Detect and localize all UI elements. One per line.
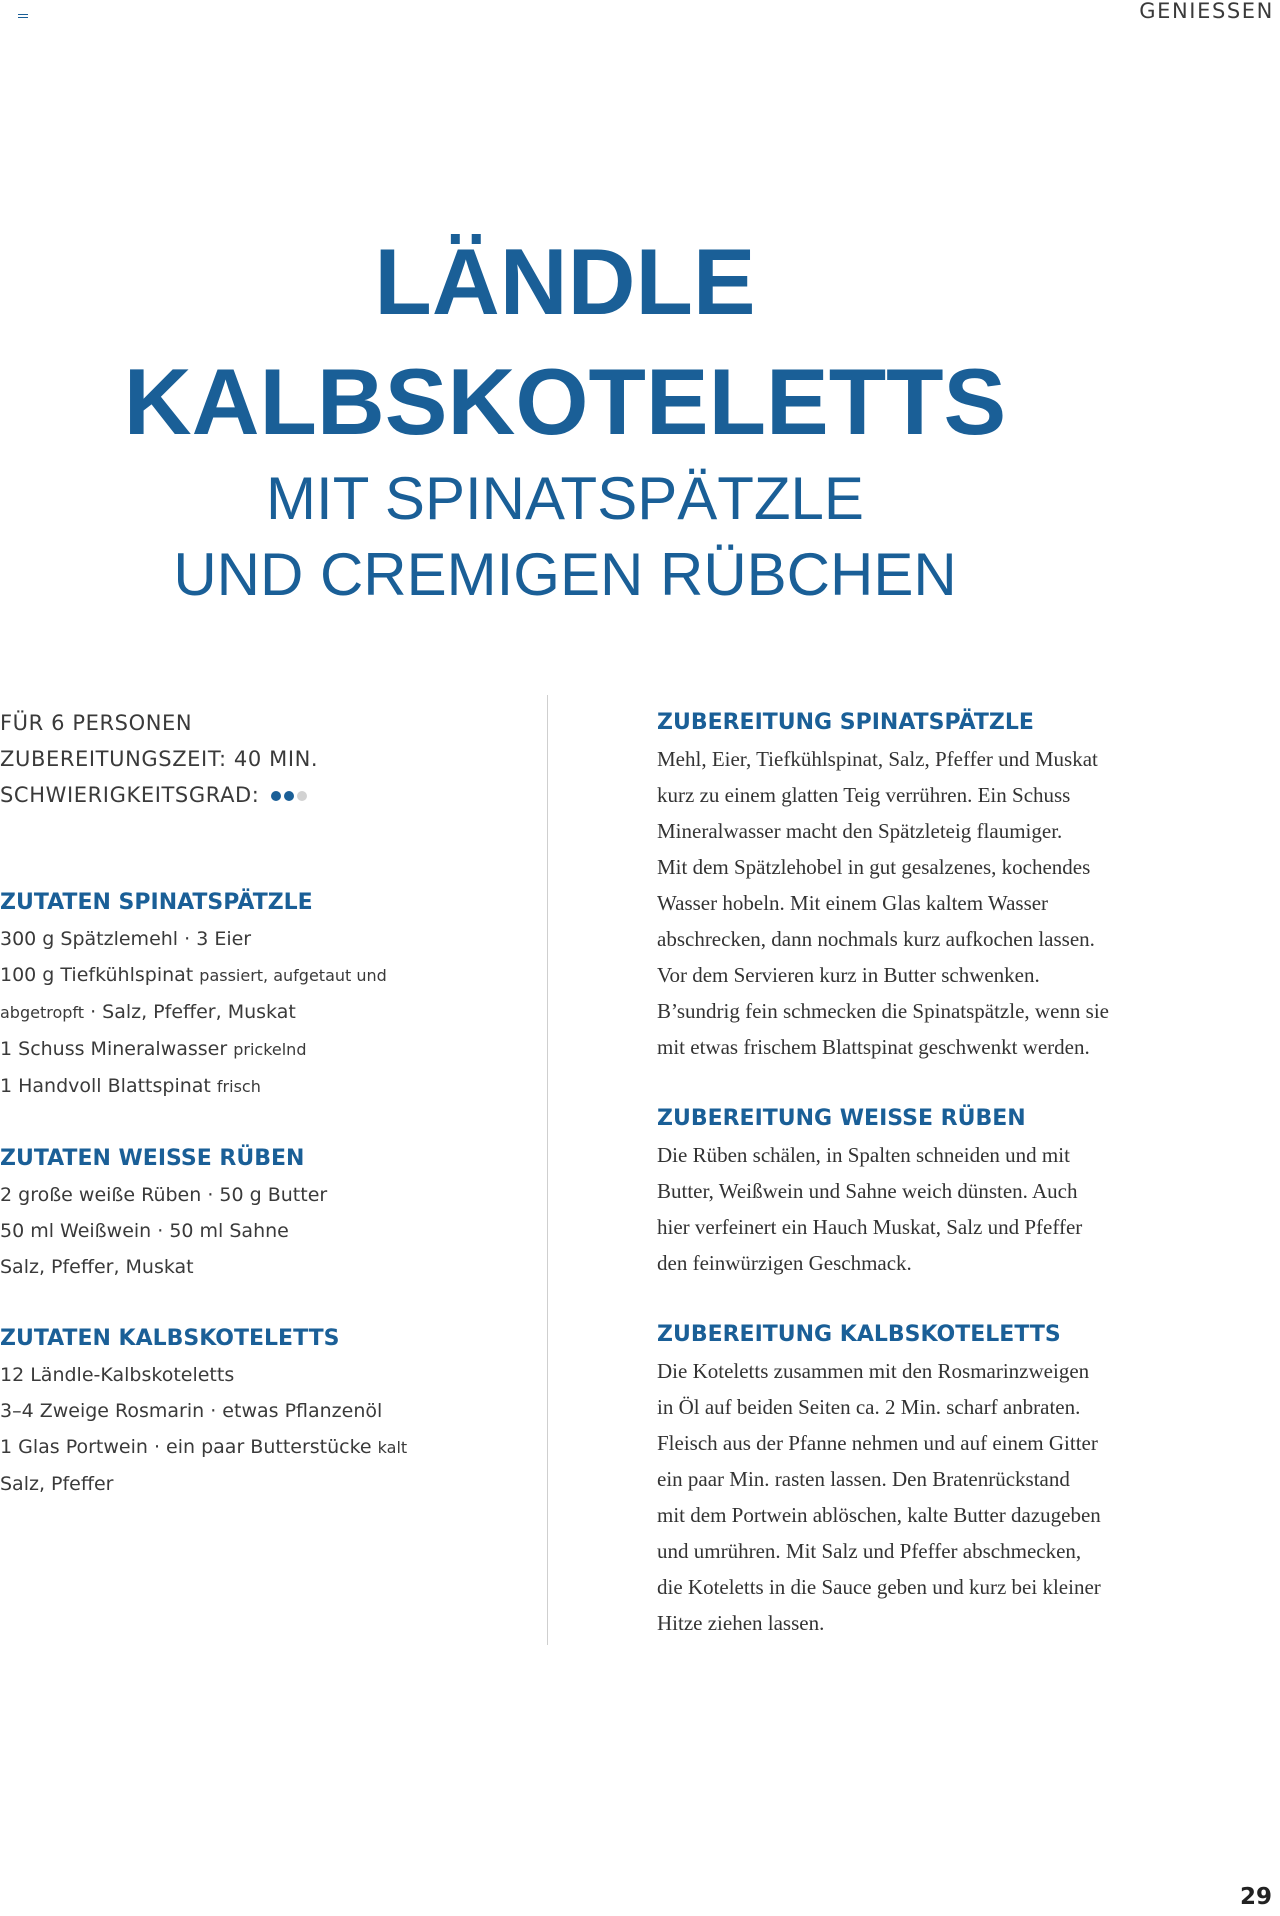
ingredients-rueben [0, 1141, 540, 1285]
preparation-rueben-heading: ZUBEREITUNG WEISSE RÜBEN [657, 1106, 1026, 1131]
preparation-spaetzle-heading: ZUBEREITUNG SPINATSPÄTZLE [657, 710, 1034, 735]
preparation-line: B’sundrig fein schmecken die Spinatspätzle, wenn sie [657, 999, 1109, 1023]
ingredient-line [0, 1068, 540, 1105]
preparation-line: und umrühren. Mit Salz und Pfeffer abschmecken, [657, 1539, 1082, 1563]
difficulty-rating [271, 791, 307, 801]
ingredient-line [0, 957, 540, 994]
preparation-line: ein paar Min. rasten lassen. Den Bratenrückstand [657, 1467, 1070, 1491]
preparation-line: Wasser hobeln. Mit einem Glas kaltem Wasser [657, 891, 1049, 915]
preparation-koteletts-text [657, 1353, 1217, 1641]
preparation-line: mit etwas frischem Blattspinat geschwenkt werden. [657, 1035, 1090, 1059]
ingredient-text: 1 Schuss Mineralwasser [0, 1038, 234, 1060]
prep-time: ZUBEREITUNGSZEIT: 40 MIN. [0, 747, 319, 771]
difficulty-dot-filled [271, 791, 281, 801]
preparation-line: Mineralwasser macht den Spätzleteig flaumiger. [657, 819, 1063, 843]
difficulty [0, 777, 540, 813]
preparation-rueben-text [657, 1137, 1217, 1281]
corner-mark [18, 14, 28, 22]
difficulty-label: SCHWIERIGKEITSGRAD: [0, 783, 260, 807]
ingredient-text: 1 Handvoll Blattspinat [0, 1075, 217, 1097]
title-line-2: KALBSKOTELETTS [123, 349, 1007, 454]
column-divider [547, 695, 548, 1645]
preparation-line: mit dem Portwein ablöschen, kalte Butter dazugeben [657, 1503, 1101, 1527]
section-label: GENIESSEN [1139, 0, 1274, 23]
preparation-line: Die Koteletts zusammen mit den Rosmarinzweigen [657, 1359, 1090, 1383]
servings: FÜR 6 PERSONEN [0, 711, 193, 735]
ingredient-line [0, 994, 540, 1031]
ingredients-spaetzle-heading: ZUTATEN SPINATSPÄTZLE [0, 890, 313, 915]
preparation-koteletts-heading: ZUBEREITUNG KALBSKOTELETTS [657, 1322, 1061, 1347]
ingredient-note: prickelnd [233, 1040, 307, 1059]
page-number: 29 [1239, 1884, 1272, 1910]
ingredients-rueben-heading: ZUTATEN WEISSE RÜBEN [0, 1146, 305, 1171]
preparation-koteletts [657, 1317, 1217, 1641]
subtitle-line-2: UND CREMIGEN RÜBCHEN [173, 541, 957, 608]
preparation-line: in Öl auf beiden Seiten ca. 2 Min. scharf anbraten. [657, 1395, 1081, 1419]
ingredient-line: 12 Ländle-Kalbskoteletts [0, 1364, 235, 1386]
ingredient-line: Salz, Pfeffer, Muskat [0, 1256, 194, 1278]
ingredients-spaetzle [0, 849, 540, 1105]
preparation-line: Die Rüben schälen, in Spalten schneiden und mit [657, 1143, 1070, 1167]
preparation-line: Butter, Weißwein und Sahne weich dünsten. Auch [657, 1179, 1078, 1203]
preparation-line: hier verfeinert ein Hauch Muskat, Salz und Pfeffer [657, 1215, 1083, 1239]
ingredient-note: abgetropft [0, 1003, 85, 1022]
ingredient-note: frisch [216, 1077, 261, 1096]
ingredient-note: kalt [377, 1438, 408, 1457]
ingredient-line [0, 1031, 540, 1068]
preparation-line: abschrecken, dann nochmals kurz aufkochen lassen. [657, 927, 1095, 951]
preparation-line: die Koteletts in die Sauce geben und kurz bei kleiner [657, 1575, 1101, 1599]
preparation-spaetzle-text [657, 741, 1217, 1065]
preparation-spaetzle [657, 705, 1217, 1065]
ingredients-koteletts-heading: ZUTATEN KALBSKOTELETTS [0, 1326, 340, 1351]
preparation-line: Hitze ziehen lassen. [657, 1611, 825, 1635]
ingredient-line: 50 ml Weißwein · 50 ml Sahne [0, 1220, 289, 1242]
ingredient-note: passiert, aufgetaut und [199, 966, 387, 985]
difficulty-dot-empty [297, 791, 307, 801]
preparation-column [657, 705, 1217, 1641]
ingredient-line: 300 g Spätzlemehl · 3 Eier [0, 928, 252, 950]
preparation-rueben [657, 1101, 1217, 1281]
ingredients-column [0, 705, 540, 1502]
ingredient-text: · Salz, Pfeffer, Muskat [84, 1001, 296, 1023]
ingredient-line: 2 große weiße Rüben · 50 g Butter [0, 1184, 328, 1206]
difficulty-dot-filled [284, 791, 294, 801]
preparation-line: kurz zu einem glatten Teig verrühren. Ein Schuss [657, 783, 1071, 807]
ingredient-line [0, 1429, 540, 1466]
preparation-line: Mit dem Spätzlehobel in gut gesalzenes, kochendes [657, 855, 1091, 879]
preparation-line: Vor dem Servieren kurz in Butter schwenken. [657, 963, 1040, 987]
ingredients-koteletts [0, 1321, 540, 1502]
ingredient-line: Salz, Pfeffer [0, 1473, 114, 1495]
subtitle-line-1: MIT SPINATSPÄTZLE [266, 465, 864, 532]
preparation-line: Mehl, Eier, Tiefkühlspinat, Salz, Pfeffer und Muskat [657, 747, 1098, 771]
title-line-1: LÄNDLE [374, 229, 756, 334]
preparation-line: Fleisch aus der Pfanne nehmen und auf einem Gitter [657, 1431, 1098, 1455]
ingredient-text: 100 g Tiefkühlspinat [0, 964, 200, 986]
ingredient-line: 3–4 Zweige Rosmarin · etwas Pflanzenöl [0, 1400, 383, 1422]
preparation-line: den feinwürzigen Geschmack. [657, 1251, 912, 1275]
ingredient-text: 1 Glas Portwein · ein paar Butterstücke [0, 1436, 378, 1458]
